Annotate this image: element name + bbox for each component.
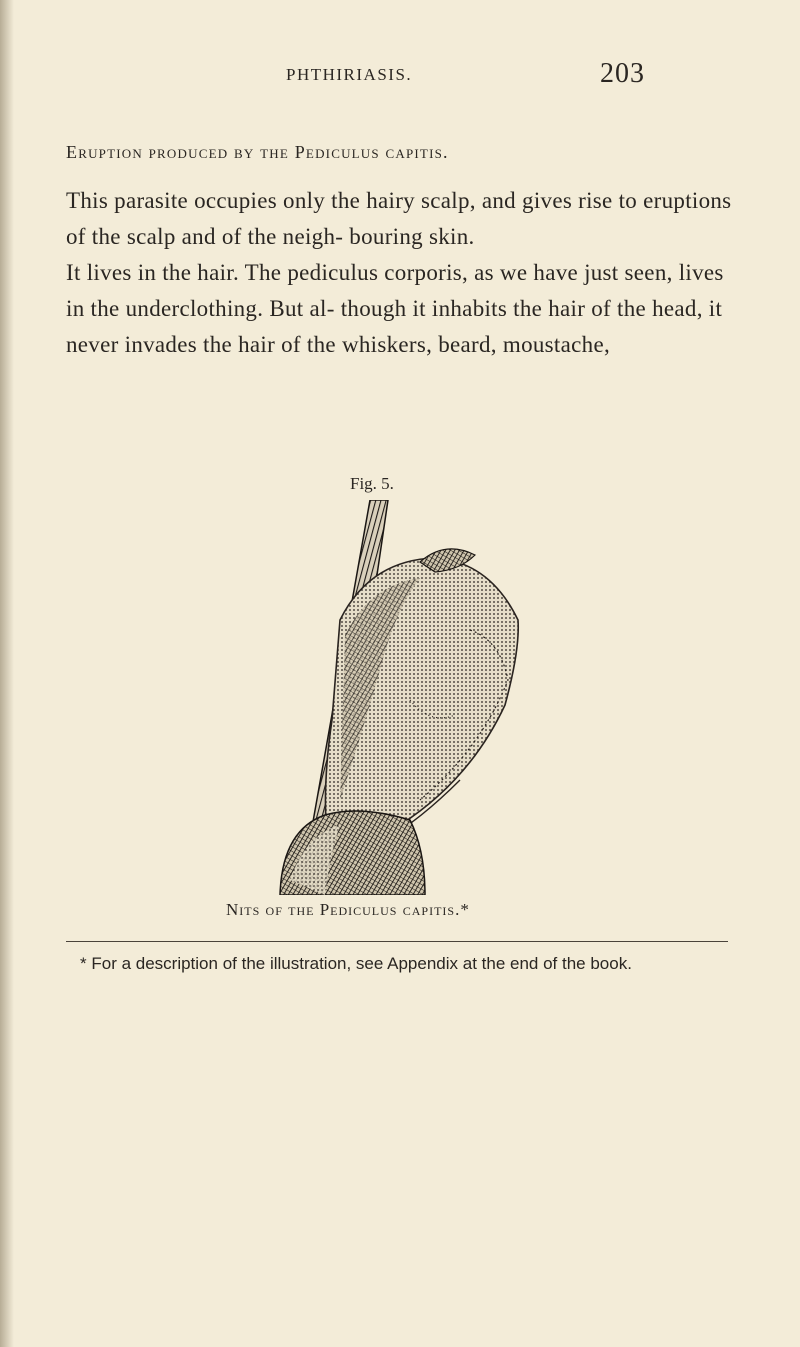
page-number: 203 — [600, 58, 645, 89]
footnote-text: For a description of the illustration, see Appendix at the end of the book. — [91, 954, 632, 973]
figure-caption: Nits of the Pediculus capitis.* — [226, 900, 470, 919]
footnote — [66, 952, 746, 975]
figure-label: Fig. 5. — [350, 474, 394, 493]
footnote-marker: * — [80, 954, 87, 973]
gutter-shadow — [0, 0, 14, 1347]
running-head-title: PHTHIRIASIS. — [286, 65, 413, 84]
section-title: Eruption produced by the Pediculus capitis. — [66, 142, 449, 162]
figure-illustration — [220, 500, 560, 895]
running-head — [0, 58, 800, 92]
footnote-rule — [66, 941, 728, 942]
body-text — [66, 183, 738, 363]
paragraph-1: This parasite occupies only the hairy scalp, and gives rise to eruptions of the scalp and of the neigh- bouring skin. — [66, 188, 732, 249]
paragraph-2: It lives in the hair. The pediculus corporis, as we have just seen, lives in the underclothing. But al- though it inhabits the hair of the head, it never invades the hair of the whiskers, beard, moustache, — [66, 260, 724, 357]
